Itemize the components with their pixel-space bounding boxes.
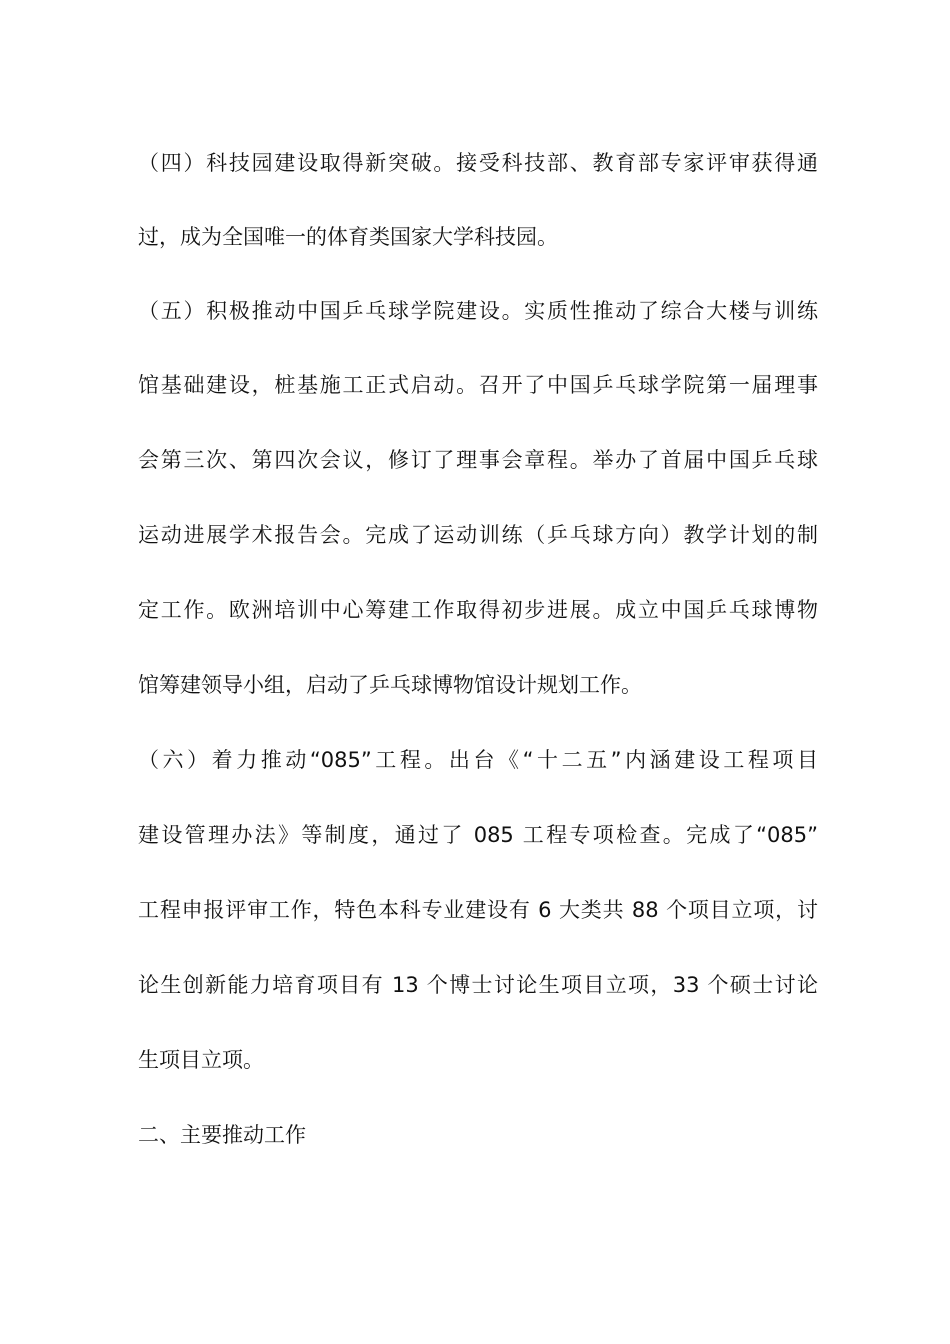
section-heading: 二、主要推动工作 [138,1123,306,1147]
paragraph-5-line-4: 运动进展学术报告会。完成了运动训练（乒乓球方向）教学计划的制 [138,523,818,547]
paragraph-5-line-2: 馆基础建设，桩基施工正式启动。召开了中国乒乓球学院第一届理事 [138,373,818,397]
paragraph-4-line-2: 过，成为全国唯一的体育类国家大学科技园。 [138,225,558,249]
paragraph-6-line-2: 建设管理办法》等制度，通过了 085 工程专项检查。完成了“085” [138,823,818,847]
paragraph-5-line-3: 会第三次、第四次会议，修订了理事会章程。举办了首届中国乒乓球 [138,448,818,472]
paragraph-5-line-5: 定工作。欧洲培训中心筹建工作取得初步进展。成立中国乒乓球博物 [138,598,818,622]
paragraph-5-line-6: 馆筹建领导小组，启动了乒乓球博物馆设计规划工作。 [138,673,642,697]
paragraph-6-line-5: 生项目立项。 [138,1048,264,1072]
paragraph-6-line-4: 论生创新能力培育项目有 13 个博士讨论生项目立项，33 个硕士讨论 [138,973,818,997]
paragraph-5-line-1: （五）积极推动中国乒乓球学院建设。实质性推动了综合大楼与训练 [138,299,818,323]
paragraph-6-line-1: （六）着力推动“085”工程。出台《“十二五”内涵建设工程项目 [138,748,818,772]
paragraph-4-line-1: （四）科技园建设取得新突破。接受科技部、教育部专家评审获得通 [138,151,818,175]
paragraph-6-line-3: 工程申报评审工作，特色本科专业建设有 6 大类共 88 个项目立项，讨 [138,898,818,922]
